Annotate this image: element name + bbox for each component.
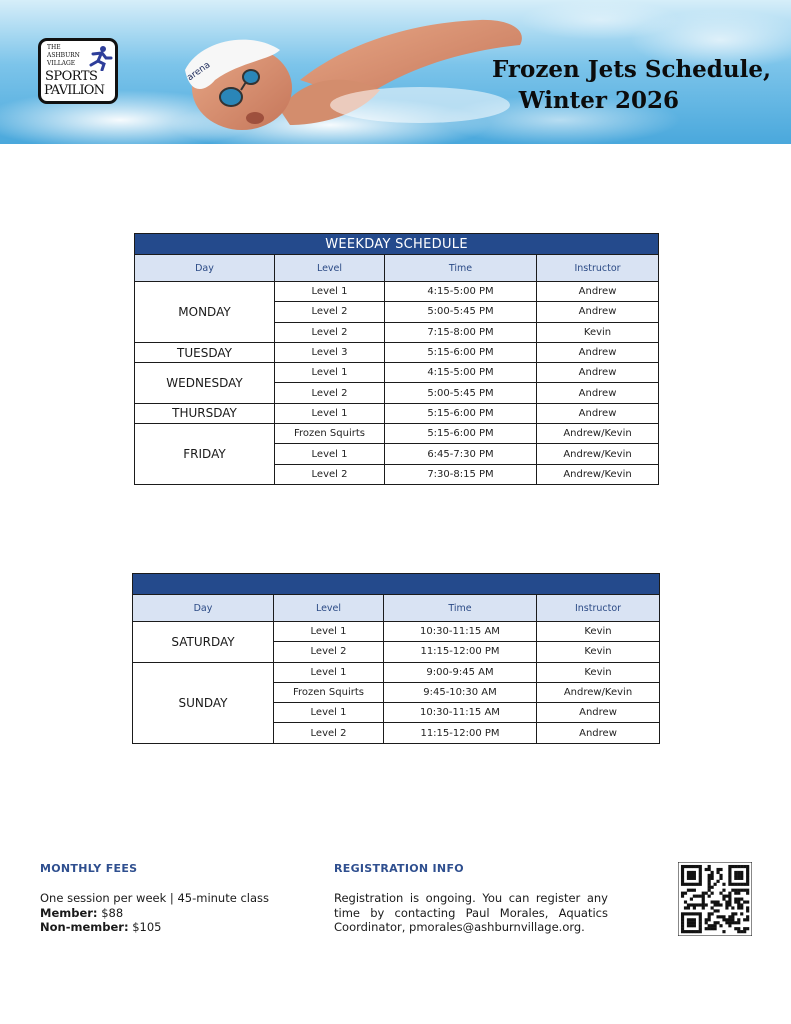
instructor-cell: Kevin <box>537 322 659 342</box>
time-cell: 6:45-7:30 PM <box>385 444 537 464</box>
table-row <box>135 424 659 444</box>
level-cell: Level 2 <box>274 642 384 662</box>
time-cell: 7:15-8:00 PM <box>385 322 537 342</box>
fees-member-line <box>40 906 310 921</box>
column-header-time: Time <box>384 595 537 622</box>
level-cell: Level 2 <box>275 302 385 322</box>
table-row <box>135 342 659 362</box>
registration-info-section <box>334 862 608 935</box>
instructor-cell: Andrew/Kevin <box>537 464 659 484</box>
day-cell: FRIDAY <box>135 424 275 485</box>
member-price: $88 <box>101 905 124 920</box>
monthly-fees-section <box>40 862 310 935</box>
table-row <box>135 363 659 383</box>
level-cell: Level 2 <box>275 464 385 484</box>
day-cell: TUESDAY <box>135 342 275 362</box>
instructor-cell: Andrew <box>537 383 659 403</box>
day-cell: MONDAY <box>135 282 275 343</box>
monthly-fees-title: MONTHLY FEES <box>40 862 138 875</box>
header-banner <box>0 0 791 144</box>
instructor-cell: Andrew/Kevin <box>537 444 659 464</box>
level-cell: Level 1 <box>275 363 385 383</box>
level-cell: Level 2 <box>275 322 385 342</box>
instructor-cell: Andrew/Kevin <box>537 682 660 702</box>
weekend-schedule-table <box>132 573 660 744</box>
page-title-line1: Frozen Jets Schedule, <box>491 56 771 83</box>
instructor-cell: Andrew <box>537 703 660 723</box>
table-row <box>135 403 659 423</box>
table-row <box>135 282 659 302</box>
time-cell: 11:15-12:00 PM <box>384 642 537 662</box>
day-cell: SATURDAY <box>133 622 274 663</box>
time-cell: 5:15-6:00 PM <box>385 403 537 423</box>
instructor-cell: Kevin <box>537 642 660 662</box>
column-header-time: Time <box>385 255 537 282</box>
column-header-level: Level <box>275 255 385 282</box>
instructor-cell: Andrew <box>537 403 659 423</box>
qr-code[interactable] <box>678 862 752 936</box>
logo-text-sports: SPORTS <box>45 69 98 84</box>
weekend-table-caption <box>133 574 660 595</box>
page-title <box>391 54 771 116</box>
weekday-table-body <box>135 282 659 485</box>
logo-text-ashburn: ASHBURN <box>47 52 80 59</box>
nonmember-price: $105 <box>132 920 162 934</box>
instructor-cell: Kevin <box>537 662 660 682</box>
day-cell: THURSDAY <box>135 403 275 423</box>
weekday-table-caption: WEEKDAY SCHEDULE <box>135 234 659 255</box>
time-cell: 5:00-5:45 PM <box>385 383 537 403</box>
level-cell: Frozen Squirts <box>274 682 384 702</box>
time-cell: 9:45-10:30 AM <box>384 682 537 702</box>
time-cell: 11:15-12:00 PM <box>384 723 537 743</box>
column-header-instructor: Instructor <box>537 255 659 282</box>
level-cell: Level 2 <box>275 383 385 403</box>
nonmember-label: Non-member: <box>40 920 129 934</box>
fees-nonmember-line <box>40 920 310 935</box>
level-cell: Level 3 <box>275 342 385 362</box>
time-cell: 10:30-11:15 AM <box>384 622 537 642</box>
column-header-instructor: Instructor <box>537 595 660 622</box>
member-label: Member: <box>40 905 98 920</box>
time-cell: 7:30-8:15 PM <box>385 464 537 484</box>
weekend-table-body <box>133 622 660 744</box>
ashburn-village-logo <box>38 38 118 104</box>
time-cell: 4:15-5:00 PM <box>385 282 537 302</box>
fees-session-line: One session per week | 45-minute class <box>40 891 270 905</box>
time-cell: 10:30-11:15 AM <box>384 703 537 723</box>
time-cell: 4:15-5:00 PM <box>385 363 537 383</box>
instructor-cell: Andrew <box>537 342 659 362</box>
time-cell: 5:00-5:45 PM <box>385 302 537 322</box>
instructor-cell: Andrew/Kevin <box>537 424 659 444</box>
level-cell: Level 1 <box>274 662 384 682</box>
logo-text-pavilion: PAVILION <box>44 83 105 98</box>
column-header-day: Day <box>135 255 275 282</box>
level-cell: Level 1 <box>275 444 385 464</box>
day-cell: WEDNESDAY <box>135 363 275 404</box>
level-cell: Level 1 <box>275 282 385 302</box>
time-cell: 5:15-6:00 PM <box>385 424 537 444</box>
instructor-cell: Andrew <box>537 723 660 743</box>
day-cell: SUNDAY <box>133 662 274 743</box>
weekday-schedule-table <box>134 233 659 485</box>
logo-text-the: THE <box>47 44 61 51</box>
column-header-day: Day <box>133 595 274 622</box>
runner-icon <box>85 45 113 71</box>
table-row <box>133 662 660 682</box>
instructor-cell: Andrew <box>537 363 659 383</box>
page-title-line2: Winter 2026 <box>518 87 679 114</box>
cap-brand-text: arena <box>185 60 213 84</box>
column-header-level: Level <box>274 595 384 622</box>
level-cell: Level 1 <box>274 703 384 723</box>
registration-info-title: REGISTRATION INFO <box>334 862 464 875</box>
level-cell: Level 1 <box>275 403 385 423</box>
table-row <box>133 622 660 642</box>
time-cell: 9:00-9:45 AM <box>384 662 537 682</box>
instructor-cell: Andrew <box>537 282 659 302</box>
level-cell: Frozen Squirts <box>275 424 385 444</box>
logo-text-village: VILLAGE <box>47 60 76 67</box>
registration-info-text: Registration is ongoing. You can register any time by contacting Paul Morales, Aquatics Coordinator, pmorales@ashburnvillage.org. <box>334 891 608 934</box>
instructor-cell: Kevin <box>537 622 660 642</box>
time-cell: 5:15-6:00 PM <box>385 342 537 362</box>
level-cell: Level 2 <box>274 723 384 743</box>
level-cell: Level 1 <box>274 622 384 642</box>
instructor-cell: Andrew <box>537 302 659 322</box>
